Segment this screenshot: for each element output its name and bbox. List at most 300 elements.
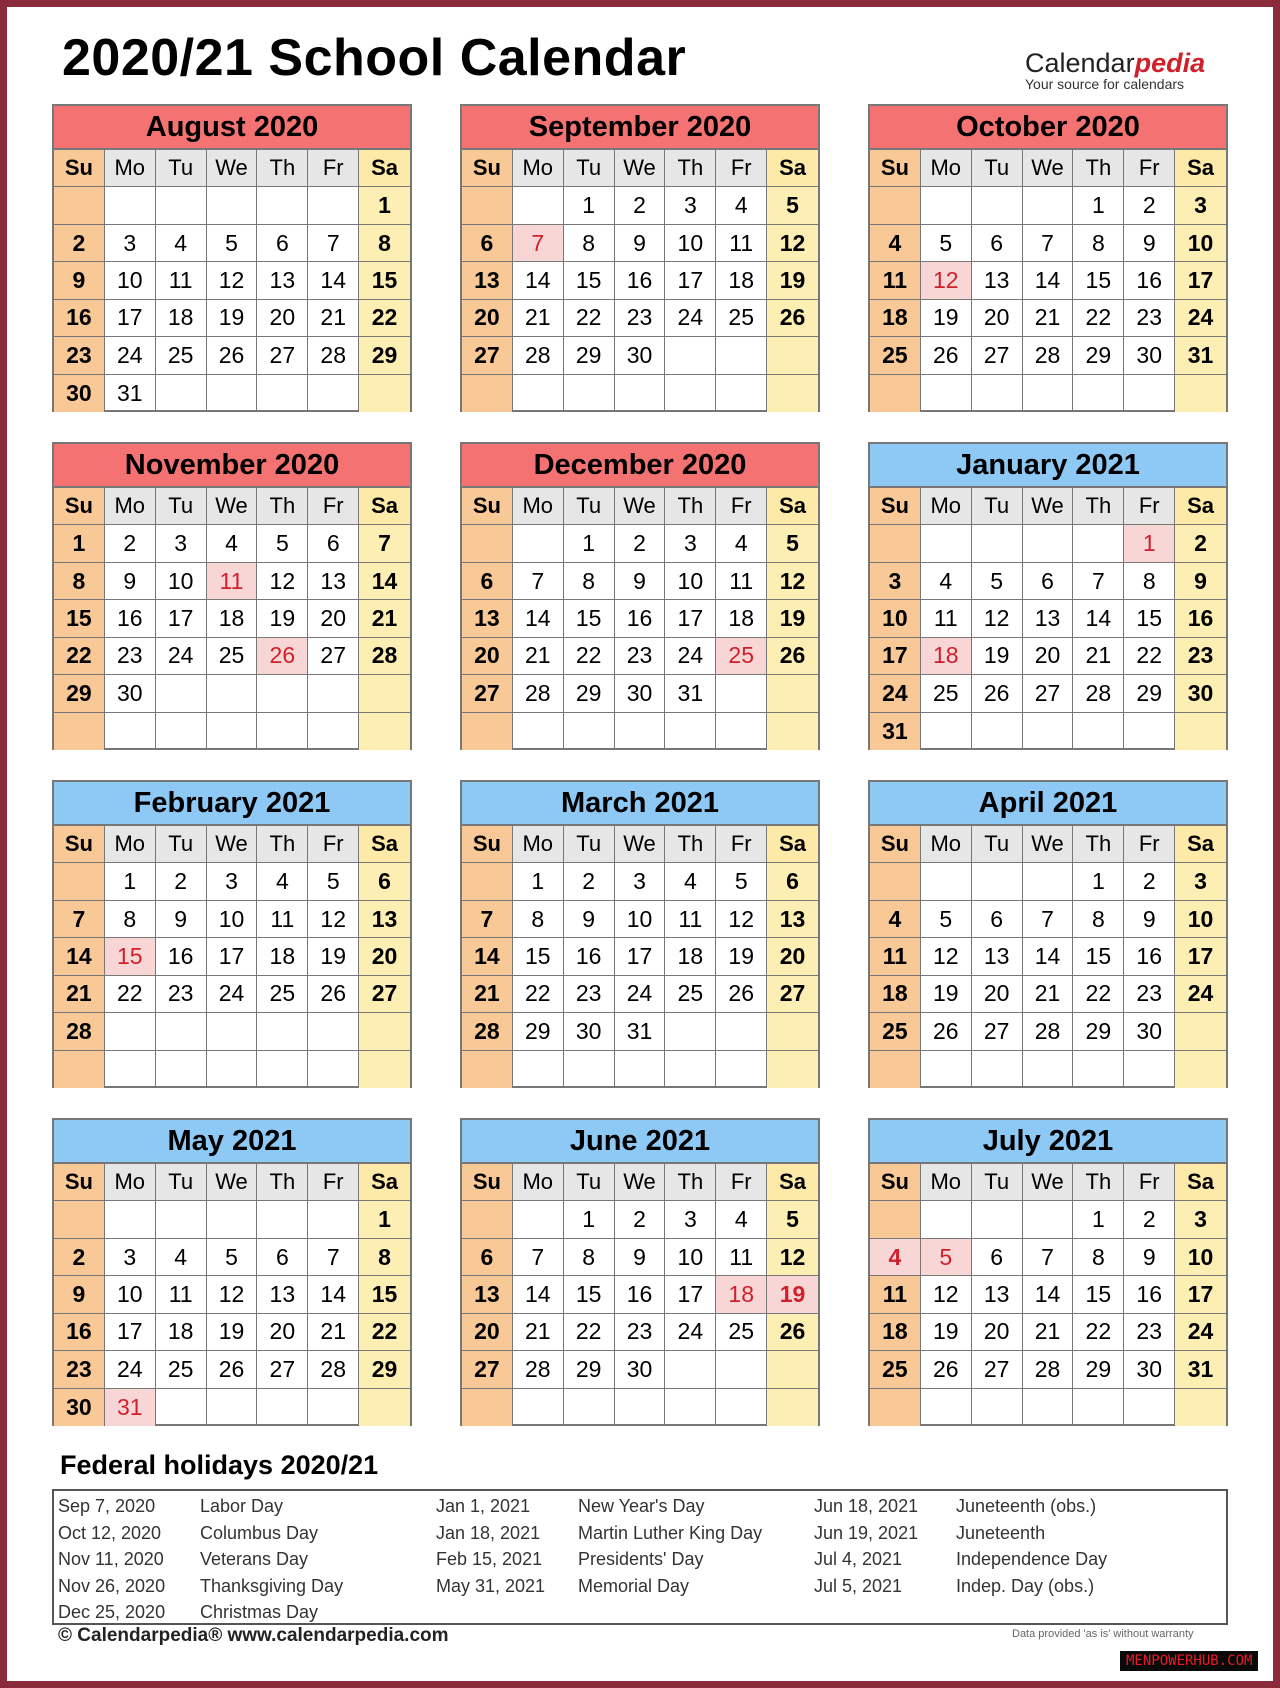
day-cell[interactable]: 18 xyxy=(870,976,921,1013)
day-cell[interactable]: 29 xyxy=(1073,1351,1124,1388)
day-cell[interactable]: 23 xyxy=(615,1314,666,1351)
day-cell[interactable]: 22 xyxy=(1124,638,1175,675)
day-cell[interactable]: 22 xyxy=(564,300,615,337)
day-cell[interactable]: 5 xyxy=(767,525,818,562)
day-cell[interactable]: 3 xyxy=(615,863,666,900)
day-cell[interactable]: 3 xyxy=(105,1239,156,1276)
day-cell[interactable]: 16 xyxy=(1175,600,1226,637)
day-cell[interactable]: 3 xyxy=(1175,1201,1226,1238)
day-cell[interactable]: 4 xyxy=(716,525,767,562)
day-cell[interactable]: 18 xyxy=(870,1314,921,1351)
day-cell[interactable]: 22 xyxy=(564,1314,615,1351)
day-cell[interactable]: 23 xyxy=(615,300,666,337)
day-cell[interactable]: 15 xyxy=(1124,600,1175,637)
day-cell[interactable]: 3 xyxy=(1175,863,1226,900)
day-cell[interactable]: 26 xyxy=(207,337,258,374)
day-cell[interactable]: 22 xyxy=(54,638,105,675)
day-cell[interactable]: 31 xyxy=(1175,1351,1226,1388)
day-cell[interactable]: 24 xyxy=(665,638,716,675)
day-cell[interactable]: 10 xyxy=(665,563,716,600)
day-cell[interactable]: 19 xyxy=(767,600,818,637)
day-cell[interactable]: 24 xyxy=(156,638,207,675)
day-cell[interactable]: 5 xyxy=(921,225,972,262)
day-cell[interactable]: 9 xyxy=(615,225,666,262)
day-cell[interactable]: 19 xyxy=(921,300,972,337)
day-cell[interactable]: 12 xyxy=(972,600,1023,637)
day-cell[interactable]: 13 xyxy=(972,262,1023,299)
holiday-day-cell[interactable]: 4 xyxy=(870,1239,921,1276)
holiday-day-cell[interactable]: 18 xyxy=(716,1276,767,1313)
day-cell[interactable]: 30 xyxy=(615,675,666,712)
day-cell[interactable]: 1 xyxy=(54,525,105,562)
day-cell[interactable]: 7 xyxy=(462,901,513,938)
holiday-day-cell[interactable]: 12 xyxy=(921,262,972,299)
holiday-day-cell[interactable]: 11 xyxy=(207,563,258,600)
day-cell[interactable]: 13 xyxy=(972,938,1023,975)
day-cell[interactable]: 8 xyxy=(54,563,105,600)
day-cell[interactable]: 25 xyxy=(921,675,972,712)
day-cell[interactable]: 14 xyxy=(462,938,513,975)
day-cell[interactable]: 30 xyxy=(1124,1351,1175,1388)
day-cell[interactable]: 21 xyxy=(513,300,564,337)
day-cell[interactable]: 7 xyxy=(359,525,410,562)
day-cell[interactable]: 28 xyxy=(1023,1013,1074,1050)
day-cell[interactable]: 17 xyxy=(870,638,921,675)
day-cell[interactable]: 27 xyxy=(972,337,1023,374)
day-cell[interactable]: 22 xyxy=(359,1314,410,1351)
day-cell[interactable]: 28 xyxy=(513,675,564,712)
day-cell[interactable]: 14 xyxy=(1073,600,1124,637)
day-cell[interactable]: 19 xyxy=(767,262,818,299)
day-cell[interactable]: 7 xyxy=(54,901,105,938)
footer-copyright[interactable]: © Calendarpedia® www.calendarpedia.com xyxy=(58,1625,449,1646)
day-cell[interactable]: 17 xyxy=(105,1314,156,1351)
day-cell[interactable]: 30 xyxy=(54,1389,105,1426)
day-cell[interactable]: 18 xyxy=(665,938,716,975)
day-cell[interactable]: 11 xyxy=(921,600,972,637)
day-cell[interactable]: 13 xyxy=(972,1276,1023,1313)
day-cell[interactable]: 14 xyxy=(513,600,564,637)
day-cell[interactable]: 3 xyxy=(207,863,258,900)
day-cell[interactable]: 13 xyxy=(359,901,410,938)
day-cell[interactable]: 23 xyxy=(54,337,105,374)
day-cell[interactable]: 28 xyxy=(1023,1351,1074,1388)
day-cell[interactable]: 7 xyxy=(513,563,564,600)
day-cell[interactable]: 17 xyxy=(1175,262,1226,299)
day-cell[interactable]: 25 xyxy=(207,638,258,675)
day-cell[interactable]: 25 xyxy=(870,1013,921,1050)
day-cell[interactable]: 8 xyxy=(359,1239,410,1276)
day-cell[interactable]: 26 xyxy=(767,638,818,675)
day-cell[interactable]: 2 xyxy=(1175,525,1226,562)
day-cell[interactable]: 25 xyxy=(870,1351,921,1388)
day-cell[interactable]: 29 xyxy=(1073,1013,1124,1050)
day-cell[interactable]: 8 xyxy=(105,901,156,938)
day-cell[interactable]: 3 xyxy=(870,563,921,600)
day-cell[interactable]: 27 xyxy=(972,1351,1023,1388)
day-cell[interactable]: 19 xyxy=(207,1314,258,1351)
day-cell[interactable]: 4 xyxy=(716,1201,767,1238)
day-cell[interactable]: 16 xyxy=(564,938,615,975)
day-cell[interactable]: 10 xyxy=(1175,901,1226,938)
day-cell[interactable]: 30 xyxy=(1124,1013,1175,1050)
day-cell[interactable]: 5 xyxy=(207,1239,258,1276)
day-cell[interactable]: 24 xyxy=(1175,976,1226,1013)
day-cell[interactable]: 11 xyxy=(870,262,921,299)
day-cell[interactable]: 28 xyxy=(462,1013,513,1050)
day-cell[interactable]: 4 xyxy=(870,901,921,938)
day-cell[interactable]: 12 xyxy=(207,262,258,299)
day-cell[interactable]: 17 xyxy=(1175,938,1226,975)
day-cell[interactable]: 13 xyxy=(462,262,513,299)
day-cell[interactable]: 4 xyxy=(870,225,921,262)
day-cell[interactable]: 9 xyxy=(615,563,666,600)
day-cell[interactable]: 19 xyxy=(207,300,258,337)
day-cell[interactable]: 22 xyxy=(564,638,615,675)
day-cell[interactable]: 11 xyxy=(870,1276,921,1313)
day-cell[interactable]: 15 xyxy=(564,262,615,299)
day-cell[interactable]: 16 xyxy=(54,1314,105,1351)
day-cell[interactable]: 12 xyxy=(767,225,818,262)
day-cell[interactable]: 26 xyxy=(716,976,767,1013)
day-cell[interactable]: 16 xyxy=(1124,262,1175,299)
day-cell[interactable]: 24 xyxy=(870,675,921,712)
day-cell[interactable]: 30 xyxy=(615,1351,666,1388)
day-cell[interactable]: 31 xyxy=(870,713,921,750)
day-cell[interactable]: 29 xyxy=(513,1013,564,1050)
day-cell[interactable]: 21 xyxy=(462,976,513,1013)
day-cell[interactable]: 23 xyxy=(156,976,207,1013)
day-cell[interactable]: 18 xyxy=(156,1314,207,1351)
day-cell[interactable]: 25 xyxy=(257,976,308,1013)
day-cell[interactable]: 3 xyxy=(665,525,716,562)
day-cell[interactable]: 10 xyxy=(870,600,921,637)
day-cell[interactable]: 15 xyxy=(54,600,105,637)
day-cell[interactable]: 21 xyxy=(513,1314,564,1351)
day-cell[interactable]: 27 xyxy=(1023,675,1074,712)
day-cell[interactable]: 29 xyxy=(564,675,615,712)
day-cell[interactable]: 29 xyxy=(1073,337,1124,374)
day-cell[interactable]: 17 xyxy=(615,938,666,975)
day-cell[interactable]: 23 xyxy=(564,976,615,1013)
day-cell[interactable]: 22 xyxy=(1073,300,1124,337)
day-cell[interactable]: 9 xyxy=(1124,901,1175,938)
day-cell[interactable]: 30 xyxy=(54,375,105,412)
day-cell[interactable]: 14 xyxy=(1023,938,1074,975)
day-cell[interactable]: 26 xyxy=(921,1351,972,1388)
day-cell[interactable]: 22 xyxy=(1073,1314,1124,1351)
day-cell[interactable]: 24 xyxy=(615,976,666,1013)
day-cell[interactable]: 9 xyxy=(1124,225,1175,262)
day-cell[interactable]: 28 xyxy=(513,337,564,374)
day-cell[interactable]: 6 xyxy=(972,901,1023,938)
day-cell[interactable]: 5 xyxy=(308,863,359,900)
day-cell[interactable]: 1 xyxy=(105,863,156,900)
day-cell[interactable]: 26 xyxy=(308,976,359,1013)
holiday-day-cell[interactable]: 19 xyxy=(767,1276,818,1313)
day-cell[interactable]: 16 xyxy=(54,300,105,337)
day-cell[interactable]: 6 xyxy=(257,1239,308,1276)
day-cell[interactable]: 4 xyxy=(921,563,972,600)
day-cell[interactable]: 2 xyxy=(54,225,105,262)
day-cell[interactable]: 7 xyxy=(308,225,359,262)
day-cell[interactable]: 27 xyxy=(257,1351,308,1388)
day-cell[interactable]: 13 xyxy=(1023,600,1074,637)
day-cell[interactable]: 21 xyxy=(359,600,410,637)
day-cell[interactable]: 20 xyxy=(257,300,308,337)
day-cell[interactable]: 10 xyxy=(1175,225,1226,262)
day-cell[interactable]: 2 xyxy=(1124,187,1175,224)
day-cell[interactable]: 5 xyxy=(716,863,767,900)
day-cell[interactable]: 6 xyxy=(462,1239,513,1276)
day-cell[interactable]: 13 xyxy=(462,600,513,637)
day-cell[interactable]: 7 xyxy=(1023,901,1074,938)
day-cell[interactable]: 3 xyxy=(156,525,207,562)
day-cell[interactable]: 2 xyxy=(1124,1201,1175,1238)
day-cell[interactable]: 3 xyxy=(105,225,156,262)
day-cell[interactable]: 6 xyxy=(462,225,513,262)
day-cell[interactable]: 7 xyxy=(1023,225,1074,262)
day-cell[interactable]: 26 xyxy=(767,300,818,337)
day-cell[interactable]: 21 xyxy=(513,638,564,675)
day-cell[interactable]: 10 xyxy=(105,262,156,299)
day-cell[interactable]: 10 xyxy=(665,225,716,262)
day-cell[interactable]: 1 xyxy=(359,187,410,224)
day-cell[interactable]: 23 xyxy=(1124,976,1175,1013)
day-cell[interactable]: 28 xyxy=(308,1351,359,1388)
day-cell[interactable]: 10 xyxy=(105,1276,156,1313)
day-cell[interactable]: 21 xyxy=(1023,976,1074,1013)
day-cell[interactable]: 7 xyxy=(1073,563,1124,600)
day-cell[interactable]: 13 xyxy=(462,1276,513,1313)
day-cell[interactable]: 14 xyxy=(513,262,564,299)
day-cell[interactable]: 18 xyxy=(156,300,207,337)
holiday-day-cell[interactable]: 26 xyxy=(257,638,308,675)
day-cell[interactable]: 9 xyxy=(105,563,156,600)
day-cell[interactable]: 9 xyxy=(1175,563,1226,600)
day-cell[interactable]: 2 xyxy=(615,1201,666,1238)
day-cell[interactable]: 12 xyxy=(767,1239,818,1276)
day-cell[interactable]: 24 xyxy=(1175,300,1226,337)
day-cell[interactable]: 4 xyxy=(156,225,207,262)
day-cell[interactable]: 6 xyxy=(308,525,359,562)
day-cell[interactable]: 28 xyxy=(359,638,410,675)
day-cell[interactable]: 27 xyxy=(308,638,359,675)
day-cell[interactable]: 1 xyxy=(564,187,615,224)
day-cell[interactable]: 19 xyxy=(921,1314,972,1351)
day-cell[interactable]: 19 xyxy=(257,600,308,637)
day-cell[interactable]: 23 xyxy=(54,1351,105,1388)
day-cell[interactable]: 11 xyxy=(665,901,716,938)
day-cell[interactable]: 24 xyxy=(207,976,258,1013)
day-cell[interactable]: 11 xyxy=(716,563,767,600)
day-cell[interactable]: 13 xyxy=(257,262,308,299)
day-cell[interactable]: 5 xyxy=(921,901,972,938)
day-cell[interactable]: 24 xyxy=(105,337,156,374)
day-cell[interactable]: 17 xyxy=(156,600,207,637)
day-cell[interactable]: 17 xyxy=(665,262,716,299)
day-cell[interactable]: 17 xyxy=(207,938,258,975)
day-cell[interactable]: 8 xyxy=(564,563,615,600)
day-cell[interactable]: 18 xyxy=(716,600,767,637)
day-cell[interactable]: 3 xyxy=(665,187,716,224)
day-cell[interactable]: 27 xyxy=(359,976,410,1013)
day-cell[interactable]: 9 xyxy=(54,1276,105,1313)
day-cell[interactable]: 17 xyxy=(665,1276,716,1313)
day-cell[interactable]: 28 xyxy=(1023,337,1074,374)
day-cell[interactable]: 1 xyxy=(359,1201,410,1238)
day-cell[interactable]: 16 xyxy=(105,600,156,637)
day-cell[interactable]: 17 xyxy=(665,600,716,637)
day-cell[interactable]: 10 xyxy=(665,1239,716,1276)
day-cell[interactable]: 26 xyxy=(921,337,972,374)
day-cell[interactable]: 1 xyxy=(564,1201,615,1238)
day-cell[interactable]: 29 xyxy=(359,1351,410,1388)
day-cell[interactable]: 8 xyxy=(359,225,410,262)
day-cell[interactable]: 6 xyxy=(257,225,308,262)
day-cell[interactable]: 1 xyxy=(513,863,564,900)
day-cell[interactable]: 22 xyxy=(513,976,564,1013)
day-cell[interactable]: 8 xyxy=(1073,901,1124,938)
day-cell[interactable]: 15 xyxy=(1073,262,1124,299)
day-cell[interactable]: 19 xyxy=(308,938,359,975)
day-cell[interactable]: 23 xyxy=(1175,638,1226,675)
day-cell[interactable]: 11 xyxy=(156,262,207,299)
holiday-day-cell[interactable]: 1 xyxy=(1124,525,1175,562)
day-cell[interactable]: 31 xyxy=(665,675,716,712)
holiday-day-cell[interactable]: 25 xyxy=(716,638,767,675)
day-cell[interactable]: 26 xyxy=(767,1314,818,1351)
day-cell[interactable]: 26 xyxy=(972,675,1023,712)
day-cell[interactable]: 11 xyxy=(716,1239,767,1276)
day-cell[interactable]: 8 xyxy=(1073,225,1124,262)
day-cell[interactable]: 14 xyxy=(308,262,359,299)
day-cell[interactable]: 29 xyxy=(1124,675,1175,712)
day-cell[interactable]: 2 xyxy=(156,863,207,900)
day-cell[interactable]: 9 xyxy=(156,901,207,938)
day-cell[interactable]: 6 xyxy=(972,225,1023,262)
day-cell[interactable]: 6 xyxy=(359,863,410,900)
day-cell[interactable]: 27 xyxy=(257,337,308,374)
day-cell[interactable]: 5 xyxy=(207,225,258,262)
day-cell[interactable]: 20 xyxy=(359,938,410,975)
day-cell[interactable]: 14 xyxy=(359,563,410,600)
day-cell[interactable]: 24 xyxy=(105,1351,156,1388)
day-cell[interactable]: 8 xyxy=(1073,1239,1124,1276)
day-cell[interactable]: 20 xyxy=(462,300,513,337)
day-cell[interactable]: 10 xyxy=(207,901,258,938)
day-cell[interactable]: 2 xyxy=(54,1239,105,1276)
day-cell[interactable]: 16 xyxy=(615,1276,666,1313)
day-cell[interactable]: 27 xyxy=(972,1013,1023,1050)
day-cell[interactable]: 1 xyxy=(1073,187,1124,224)
holiday-day-cell[interactable]: 18 xyxy=(921,638,972,675)
day-cell[interactable]: 12 xyxy=(207,1276,258,1313)
day-cell[interactable]: 23 xyxy=(105,638,156,675)
day-cell[interactable]: 25 xyxy=(156,1351,207,1388)
day-cell[interactable]: 1 xyxy=(564,525,615,562)
day-cell[interactable]: 5 xyxy=(767,1201,818,1238)
day-cell[interactable]: 4 xyxy=(665,863,716,900)
day-cell[interactable]: 21 xyxy=(1073,638,1124,675)
day-cell[interactable]: 11 xyxy=(257,901,308,938)
day-cell[interactable]: 12 xyxy=(257,563,308,600)
day-cell[interactable]: 3 xyxy=(1175,187,1226,224)
day-cell[interactable]: 18 xyxy=(870,300,921,337)
day-cell[interactable]: 2 xyxy=(615,525,666,562)
day-cell[interactable]: 6 xyxy=(462,563,513,600)
holiday-day-cell[interactable]: 7 xyxy=(513,225,564,262)
holiday-day-cell[interactable]: 31 xyxy=(105,1389,156,1426)
day-cell[interactable]: 18 xyxy=(207,600,258,637)
day-cell[interactable]: 8 xyxy=(513,901,564,938)
day-cell[interactable]: 15 xyxy=(1073,938,1124,975)
day-cell[interactable]: 17 xyxy=(1175,1276,1226,1313)
day-cell[interactable]: 13 xyxy=(308,563,359,600)
day-cell[interactable]: 25 xyxy=(156,337,207,374)
day-cell[interactable]: 21 xyxy=(308,300,359,337)
day-cell[interactable]: 14 xyxy=(1023,1276,1074,1313)
day-cell[interactable]: 20 xyxy=(308,600,359,637)
day-cell[interactable]: 27 xyxy=(767,976,818,1013)
day-cell[interactable]: 23 xyxy=(1124,1314,1175,1351)
day-cell[interactable]: 4 xyxy=(207,525,258,562)
day-cell[interactable]: 31 xyxy=(615,1013,666,1050)
day-cell[interactable]: 11 xyxy=(716,225,767,262)
day-cell[interactable]: 10 xyxy=(1175,1239,1226,1276)
day-cell[interactable]: 20 xyxy=(972,300,1023,337)
day-cell[interactable]: 3 xyxy=(665,1201,716,1238)
day-cell[interactable]: 20 xyxy=(257,1314,308,1351)
day-cell[interactable]: 26 xyxy=(207,1351,258,1388)
day-cell[interactable]: 2 xyxy=(564,863,615,900)
day-cell[interactable]: 12 xyxy=(308,901,359,938)
day-cell[interactable]: 8 xyxy=(564,1239,615,1276)
day-cell[interactable]: 20 xyxy=(462,638,513,675)
day-cell[interactable]: 9 xyxy=(54,262,105,299)
day-cell[interactable]: 16 xyxy=(615,262,666,299)
day-cell[interactable]: 16 xyxy=(1124,938,1175,975)
day-cell[interactable]: 6 xyxy=(1023,563,1074,600)
day-cell[interactable]: 19 xyxy=(716,938,767,975)
day-cell[interactable]: 28 xyxy=(54,1013,105,1050)
day-cell[interactable]: 21 xyxy=(54,976,105,1013)
brand-logo[interactable] xyxy=(1025,48,1225,92)
day-cell[interactable]: 18 xyxy=(716,262,767,299)
day-cell[interactable]: 10 xyxy=(156,563,207,600)
day-cell[interactable]: 16 xyxy=(156,938,207,975)
day-cell[interactable]: 22 xyxy=(105,976,156,1013)
day-cell[interactable]: 12 xyxy=(921,1276,972,1313)
day-cell[interactable]: 27 xyxy=(462,675,513,712)
day-cell[interactable]: 1 xyxy=(1073,863,1124,900)
day-cell[interactable]: 19 xyxy=(921,976,972,1013)
day-cell[interactable]: 5 xyxy=(767,187,818,224)
day-cell[interactable]: 27 xyxy=(462,337,513,374)
day-cell[interactable]: 14 xyxy=(1023,262,1074,299)
day-cell[interactable]: 29 xyxy=(564,337,615,374)
day-cell[interactable]: 6 xyxy=(972,1239,1023,1276)
day-cell[interactable]: 31 xyxy=(1175,337,1226,374)
day-cell[interactable]: 30 xyxy=(1124,337,1175,374)
day-cell[interactable]: 21 xyxy=(1023,1314,1074,1351)
day-cell[interactable]: 24 xyxy=(1175,1314,1226,1351)
day-cell[interactable]: 30 xyxy=(1175,675,1226,712)
day-cell[interactable]: 5 xyxy=(972,563,1023,600)
day-cell[interactable]: 13 xyxy=(257,1276,308,1313)
day-cell[interactable]: 26 xyxy=(921,1013,972,1050)
day-cell[interactable]: 15 xyxy=(359,1276,410,1313)
